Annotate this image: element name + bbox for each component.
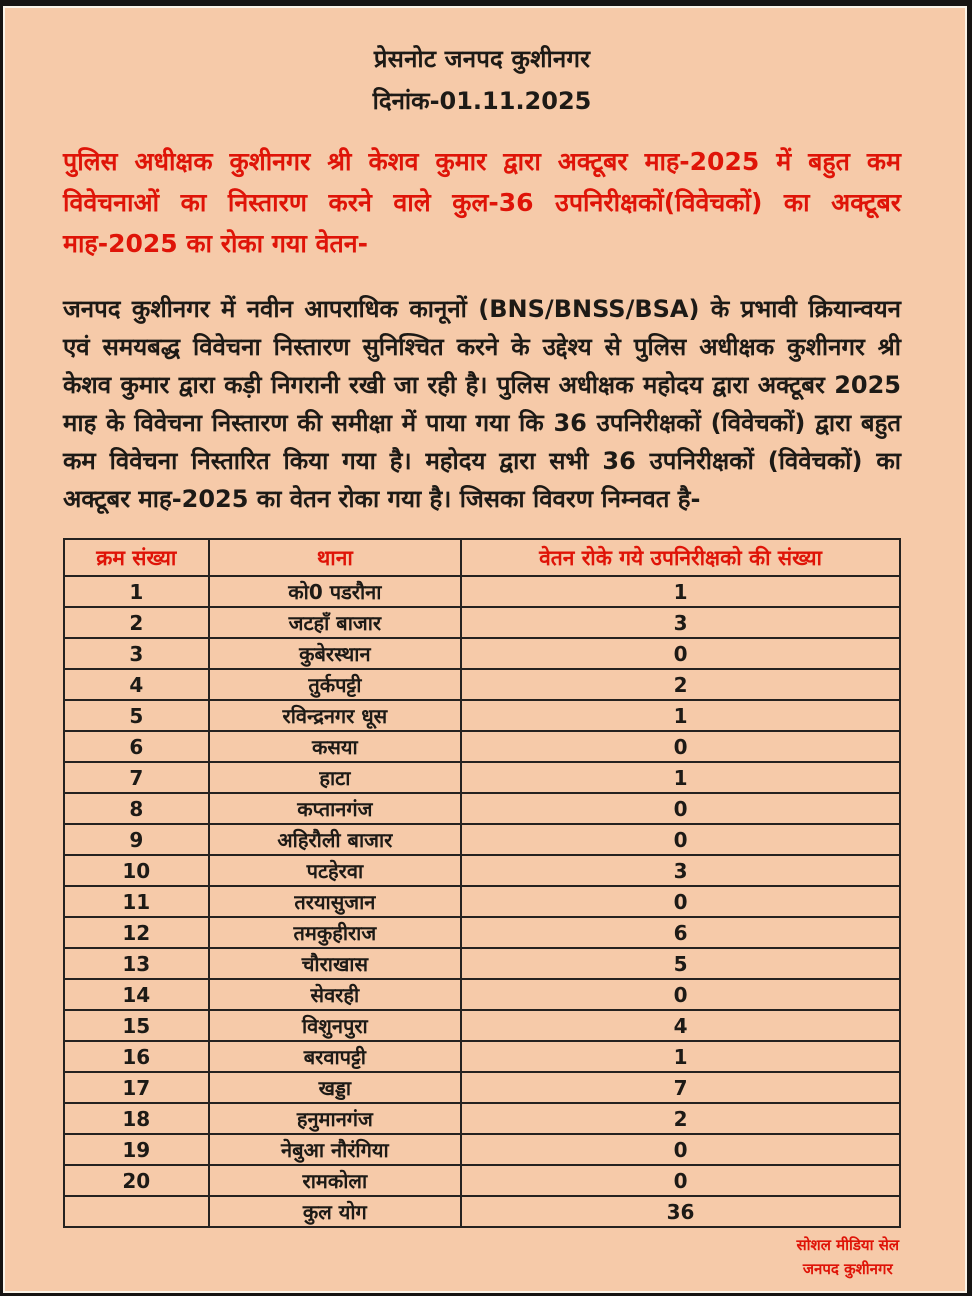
table-row (64, 886, 900, 917)
count-cell: 0 (461, 886, 900, 917)
table-row (64, 638, 900, 669)
table-row (64, 1134, 900, 1165)
station-cell: हनुमानगंज (209, 1103, 461, 1134)
serial-cell: 2 (64, 607, 209, 638)
table-row (64, 979, 900, 1010)
count-cell: 0 (461, 824, 900, 855)
serial-cell: 4 (64, 669, 209, 700)
title-block (63, 42, 901, 117)
footer-signature (63, 1233, 901, 1281)
count-cell: 2 (461, 669, 900, 700)
table-row (64, 576, 900, 607)
count-cell: 0 (461, 638, 900, 669)
serial-cell: 10 (64, 855, 209, 886)
station-cell: नेबुआ नौरंगिया (209, 1134, 461, 1165)
serial-cell: 20 (64, 1165, 209, 1196)
table-row (64, 762, 900, 793)
station-cell: सेवरही (209, 979, 461, 1010)
serial-cell: 17 (64, 1072, 209, 1103)
serial-cell: 15 (64, 1010, 209, 1041)
serial-cell: 18 (64, 1103, 209, 1134)
table-row (64, 700, 900, 731)
table-row (64, 1041, 900, 1072)
serial-cell: 5 (64, 700, 209, 731)
station-cell: तुर्कपट्टी (209, 669, 461, 700)
table-row (64, 1103, 900, 1134)
station-cell: चौराखास (209, 948, 461, 979)
station-cell: अहिरौली बाजार (209, 824, 461, 855)
serial-cell: 9 (64, 824, 209, 855)
total-row (64, 1196, 900, 1227)
total-label-cell: कुल योग (209, 1196, 461, 1227)
count-cell: 4 (461, 1010, 900, 1041)
station-cell: हाटा (209, 762, 461, 793)
count-cell: 0 (461, 979, 900, 1010)
count-cell: 0 (461, 1134, 900, 1165)
station-cell: बरवापट्टी (209, 1041, 461, 1072)
serial-cell: 1 (64, 576, 209, 607)
footer-line1: सोशल मीडिया सेल (796, 1236, 899, 1254)
page-content (3, 6, 967, 1281)
date-line: दिनांक-01.11.2025 (372, 87, 592, 115)
station-cell: कप्तानगंज (209, 793, 461, 824)
table-row (64, 824, 900, 855)
header-station: थाना (209, 539, 461, 576)
station-cell: रविन्द्रनगर धूस (209, 700, 461, 731)
table-row (64, 1165, 900, 1196)
station-cell: को0 पडरौना (209, 576, 461, 607)
highlight-paragraph: पुलिस अधीक्षक कुशीनगर श्री केशव कुमार द्वारा अक्टूबर माह-2025 में बहुत कम विवेचनाओं का निस्तारण करने वाले कुल-36 उपनिरीक्षकों(विवेचकों) का अक्टूबर माह-2025 का रोका गया वेतन- (63, 147, 901, 258)
header-count: वेतन रोके गये उपनिरीक्षको की संख्या (461, 539, 900, 576)
count-cell: 7 (461, 1072, 900, 1103)
count-cell: 1 (461, 762, 900, 793)
table-row (64, 948, 900, 979)
table-row (64, 731, 900, 762)
count-cell: 0 (461, 793, 900, 824)
press-note-title: प्रेसनोट जनपद कुशीनगर (373, 45, 591, 73)
station-cell: कुबेरस्थान (209, 638, 461, 669)
station-cell: तरयासुजान (209, 886, 461, 917)
count-cell: 1 (461, 1041, 900, 1072)
count-cell: 5 (461, 948, 900, 979)
count-cell: 6 (461, 917, 900, 948)
serial-cell: 7 (64, 762, 209, 793)
table-row (64, 855, 900, 886)
count-cell: 1 (461, 700, 900, 731)
table-body (64, 576, 900, 1196)
table-row (64, 669, 900, 700)
serial-cell: 12 (64, 917, 209, 948)
station-cell: खड्डा (209, 1072, 461, 1103)
station-cell: विशुनपुरा (209, 1010, 461, 1041)
table-row (64, 793, 900, 824)
serial-cell: 13 (64, 948, 209, 979)
station-cell: रामकोला (209, 1165, 461, 1196)
station-cell: तमकुहीराज (209, 917, 461, 948)
serial-cell: 3 (64, 638, 209, 669)
count-cell: 0 (461, 1165, 900, 1196)
table-row (64, 1010, 900, 1041)
count-cell: 3 (461, 607, 900, 638)
table-row (64, 607, 900, 638)
station-cell: पटहेरवा (209, 855, 461, 886)
count-cell: 2 (461, 1103, 900, 1134)
serial-cell: 16 (64, 1041, 209, 1072)
table-row (64, 1072, 900, 1103)
station-cell: जटहाँ बाजार (209, 607, 461, 638)
serial-cell: 6 (64, 731, 209, 762)
serial-cell: 14 (64, 979, 209, 1010)
table-header-row (64, 539, 900, 576)
table-row (64, 917, 900, 948)
count-cell: 1 (461, 576, 900, 607)
station-cell: कसया (209, 731, 461, 762)
serial-cell: 8 (64, 793, 209, 824)
stations-table (63, 538, 901, 1228)
header-serial: क्रम संख्या (64, 539, 209, 576)
total-empty-cell (64, 1196, 209, 1227)
footer-signature-lines (797, 1233, 900, 1281)
footer-line2: जनपद कुशीनगर (802, 1260, 893, 1278)
body-paragraph: जनपद कुशीनगर में नवीन आपराधिक कानूनों (BNS/BNSS/BSA) के प्रभावी क्रियान्वयन एवं समयबद्ध विवेचना निस्तारण सुनिश्चित करने के उद्देश्य से पुलिस अधीक्षक कुशीनगर श्री केशव कुमार द्वारा कड़ी निगरानी रखी जा रही है। पुलिस अधीक्षक महोदय द्वारा अक्टूबर 2025 माह के विवेचना निस्तारण की समीक्षा में पाया गया कि 36 उपनिरीक्षकों (विवेचकों) द्वारा बहुत कम विवेचना निस्तारित किया गया है। महोदय द्वारा सभी 36 उपनिरीक्षकों (विवेचकों) का अक्टूबर माह-2025 का वेतन रोका गया है। जिसका विवरण निम्नवत है- (63, 295, 901, 513)
count-cell: 3 (461, 855, 900, 886)
count-cell: 0 (461, 731, 900, 762)
serial-cell: 19 (64, 1134, 209, 1165)
serial-cell: 11 (64, 886, 209, 917)
total-value-cell: 36 (461, 1196, 900, 1227)
